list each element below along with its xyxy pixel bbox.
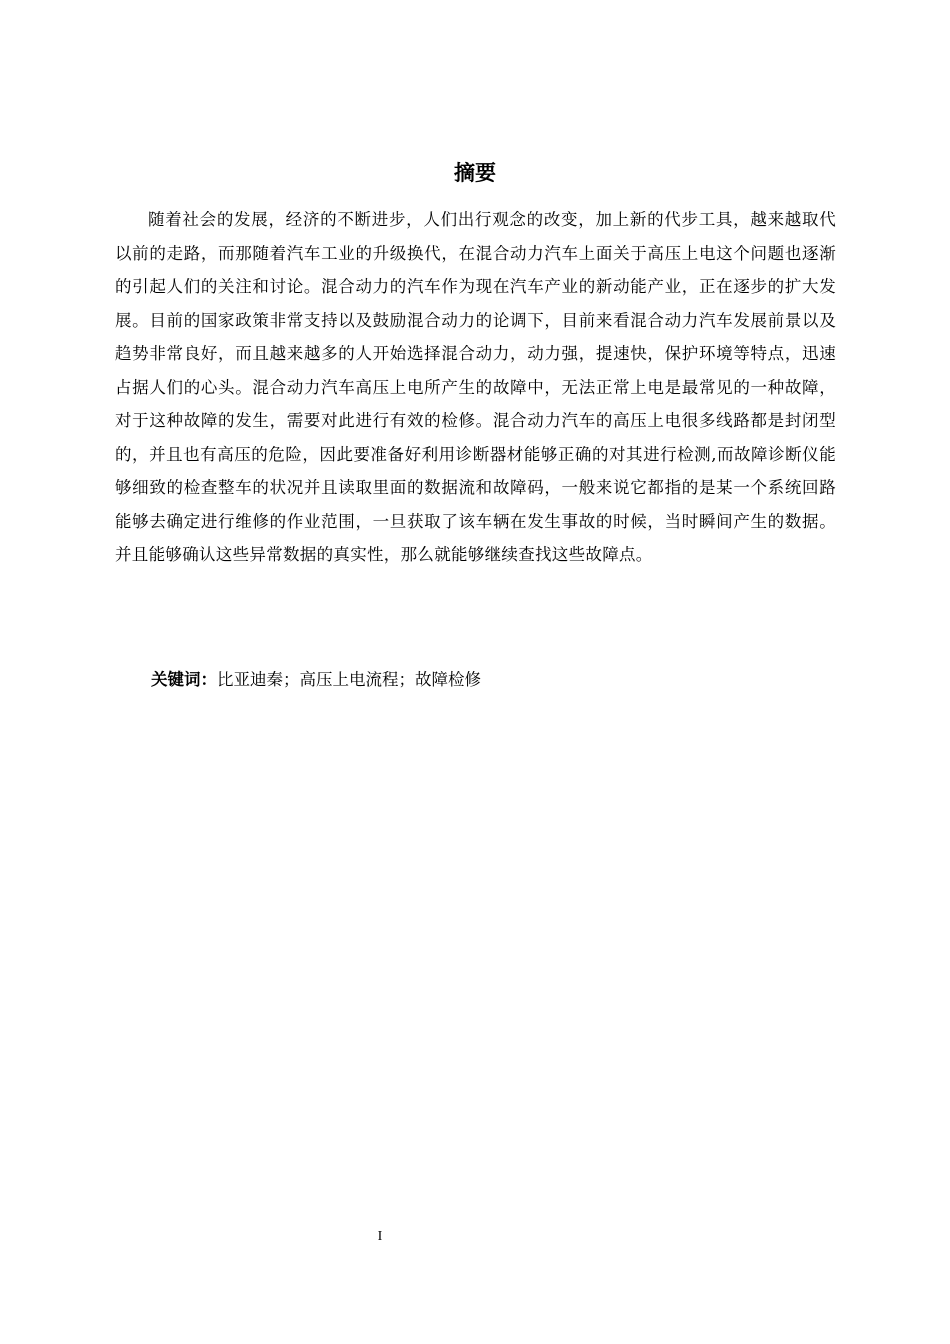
keywords-value: 比亚迪秦；高压上电流程；故障检修	[217, 670, 481, 689]
page-number: I	[377, 1229, 383, 1244]
abstract-paragraph: 随着社会的发展，经济的不断进步，人们出行观念的改变，加上新的代步工具，越来越取代以前的走路，而那随着汽车工业的升级换代，在混合动力汽车上面关于高压上电这个问题也逐渐的引起人们的关注和讨论。混合动力的汽车作为现在汽车产业的新动能产业，正在逐步的扩大发展。目前的国家政策非常支持以及鼓励混合动力的论调下，目前来看混合动力汽车发展前景以及趋势非常良好，而且越来越多的人开始选择混合动力，动力强，提速快，保护环境等特点，迅速占据人们的心头。混合动力汽车高压上电所产生的故障中，无法正常上电是最常见的一种故障，对于这种故障的发生，需要对此进行有效的检修。混合动力汽车的高压上电很多线路都是封闭型的，并且也有高压的危险，因此要准备好利用诊断器材能够正确的对其进行检测,而故障诊断仪能够细致的检查整车的状况并且读取里面的数据流和故障码，一般来说它都指的是某一个系统回路能够去确定进行维修的作业范围，一旦获取了该车辆在发生事故的时候，当时瞬间产生的数据。并且能够确认这些异常数据的真实性，那么就能够继续查找这些故障点。	[115, 210, 836, 564]
page-title: 摘要	[454, 161, 496, 185]
keywords-label: 关键词：	[151, 670, 217, 689]
keywords-line	[151, 664, 481, 696]
